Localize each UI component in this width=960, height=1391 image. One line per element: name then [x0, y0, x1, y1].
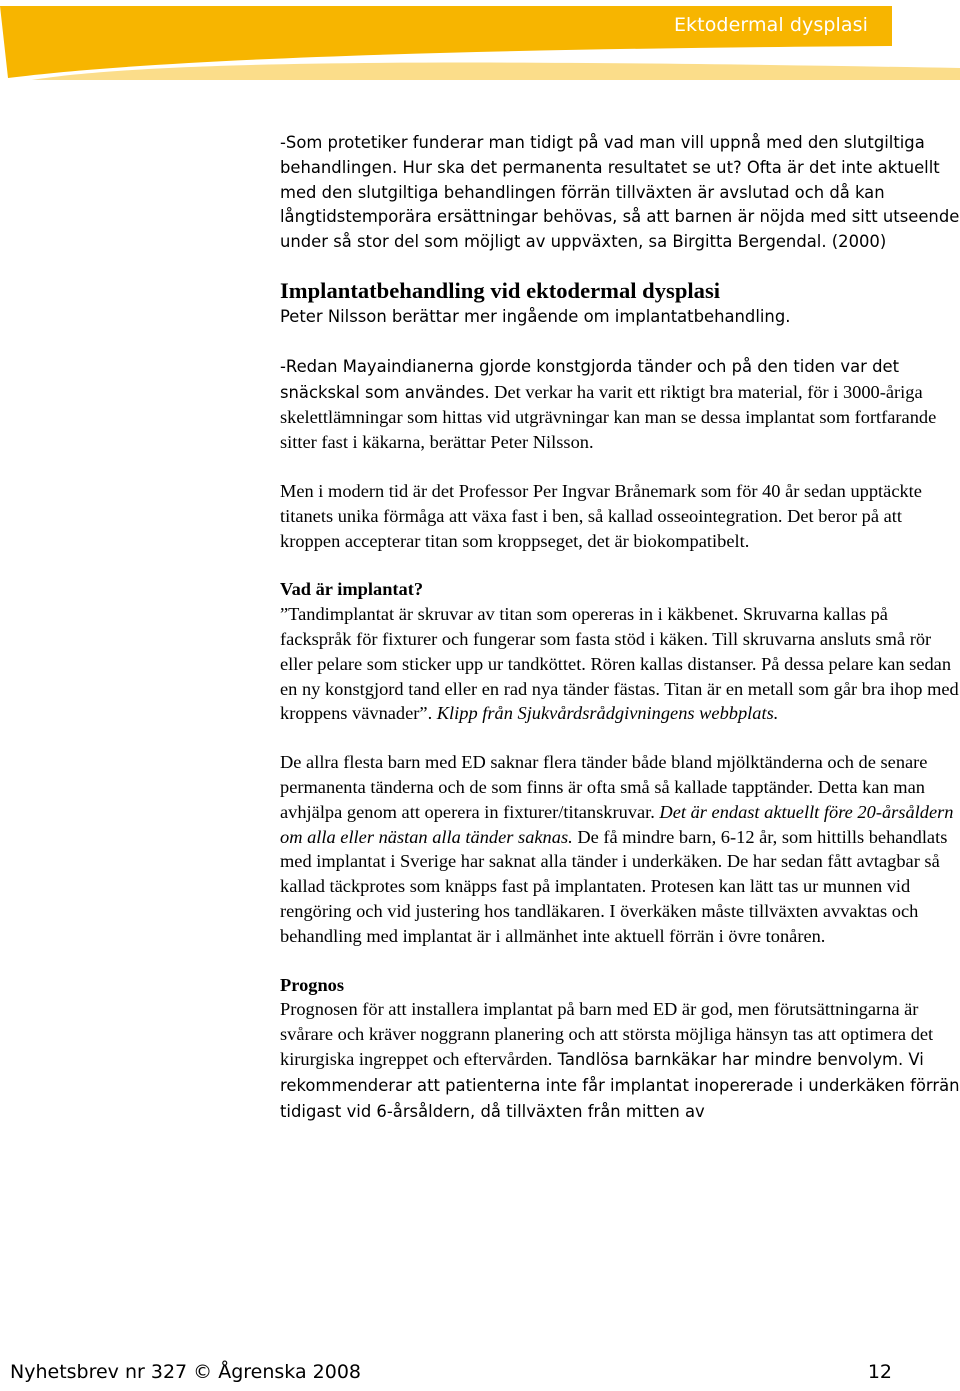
paragraph-tandimplantat — [280, 602, 960, 726]
heading-implantatbehandling: Implantatbehandling vid ektodermal dysplasi — [280, 277, 721, 303]
header-swoosh — [0, 0, 960, 80]
article-body — [280, 131, 960, 1124]
paragraph-barn-med-ed — [280, 750, 960, 948]
heading-prognos: Prognos — [280, 974, 345, 995]
page-footer — [10, 1361, 892, 1383]
paragraph-mayaindianerna — [280, 354, 960, 455]
paragraph-barn-med-ed-italic: Det är endast aktuellt före 20-årsåldern om alla eller nästan alla tänder saknas. — [280, 801, 954, 847]
paragraph-prognos — [280, 997, 960, 1124]
header-band — [0, 0, 960, 80]
paragraph-prognos-serif: Prognosen för att installera implantat på barn med ED är god, men förutsättningarna är svårare och kräver noggrann planering och att största möjliga hänsyn tas att optimera det kirurgiska ingreppet och eftervården. — [280, 999, 934, 1069]
paragraph-tandimplantat-text: ”Tandimplantat är skruvar av titan som opereras in i käkbenet. Skruvarna kallas på fackspråk för fixturer och fungerar som fasta stöd i käken. Till skruvarna ansluts små rör eller pelare som sticker upp ur tandköttet. Rören kallas distanser. På dessa pelare kan sedan en ny konstgjord tand eller en rad nya tänder fästas. Titan är en metall som går bra ihop med kroppens vävnader”. — [280, 604, 959, 724]
paragraph-branemark: Men i modern tid är det Professor Per Ingvar Brånemark som för 40 år sedan upptäckte titanets unika förmåga att växa fast i ben, så kallad osseointegration. Det beror på att kroppen accepterar titan som kroppseget, det är biokompatibelt. — [280, 480, 922, 551]
paragraph-protetiker-text: -Som protetiker funderar man tidigt på vad man vill uppnå med den slutgiltiga behandlingen. Hur ska det permanenta resultatet se ut? Ofta är det inte aktuellt med den slutgiltiga behandlingen förrän tillväxten är avslutad och då kan långtidstemporära ersättningar behövas, så att barnen är nöjda med sitt utseende under så stor del som möjligt av uppväxten, sa Birgitta Bergendal. (2000) — [280, 133, 960, 252]
paragraph-mayaindianerna-serif: Det verkar ha varit ett riktigt bra material, för i 3000-åriga skelettlämningar som hittas vid utgrävningar kan man se dessa implantat som fortfarande sitter fast i käkarna, berättar Peter Nilsson. — [280, 381, 937, 453]
heading-vad-ar-implantat: Vad är implantat? — [280, 579, 424, 600]
footer-page-number: 12 — [867, 1361, 892, 1383]
header-title: Ektodermal dysplasi — [673, 14, 868, 36]
footer-publication: Nyhetsbrev nr 327 © Ågrenska 2008 — [10, 1361, 361, 1383]
paragraph-mayaindianerna-sans: -Redan Mayaindianerna gjorde konstgjorda tänder och på den tiden var det snäckskal som användes. — [280, 356, 900, 402]
paragraph-protetiker — [280, 131, 960, 255]
paragraph-barn-med-ed-a: De allra flesta barn med ED saknar flera tänder både bland mjölktänderna och de senare permanenta tänderna och de som finns är ofta små så kallade tapptänder. Detta kan man avhjälpa genom att operera in fixturer/titanskruvar. — [280, 752, 928, 822]
paragraph-barn-med-ed-b: De få mindre barn, 6-12 år, som hittills behandlats med implantat i Sverige har saknat alla tänder i underkäken. De har sedan fått avtagbar så kallad täckprotes som knäpps fast på implantaten. Protesen kan lätt tas ur munnen vid rengöring och vid justering hos tandläkaren. I överkäken måste tillväxten avvaktas och behandling med implantat är i allmänhet inte aktuell förrän i övre tonåren. — [280, 826, 948, 946]
paragraph-prognos-sans: Tandlösa barnkäkar har mindre benvolym. Vi rekommenderar att patienterna inte får implantat inopererade i underkäken förrän tidigast vid 6-årsåldern, då tillväxten från mitten av — [280, 1049, 960, 1121]
intro-peter-nilsson: Peter Nilsson berättar mer ingående om implantatbehandling. — [280, 306, 791, 326]
paragraph-tandimplantat-source: Klipp från Sjukvårdsrådgivningens webbplats. — [432, 703, 779, 724]
